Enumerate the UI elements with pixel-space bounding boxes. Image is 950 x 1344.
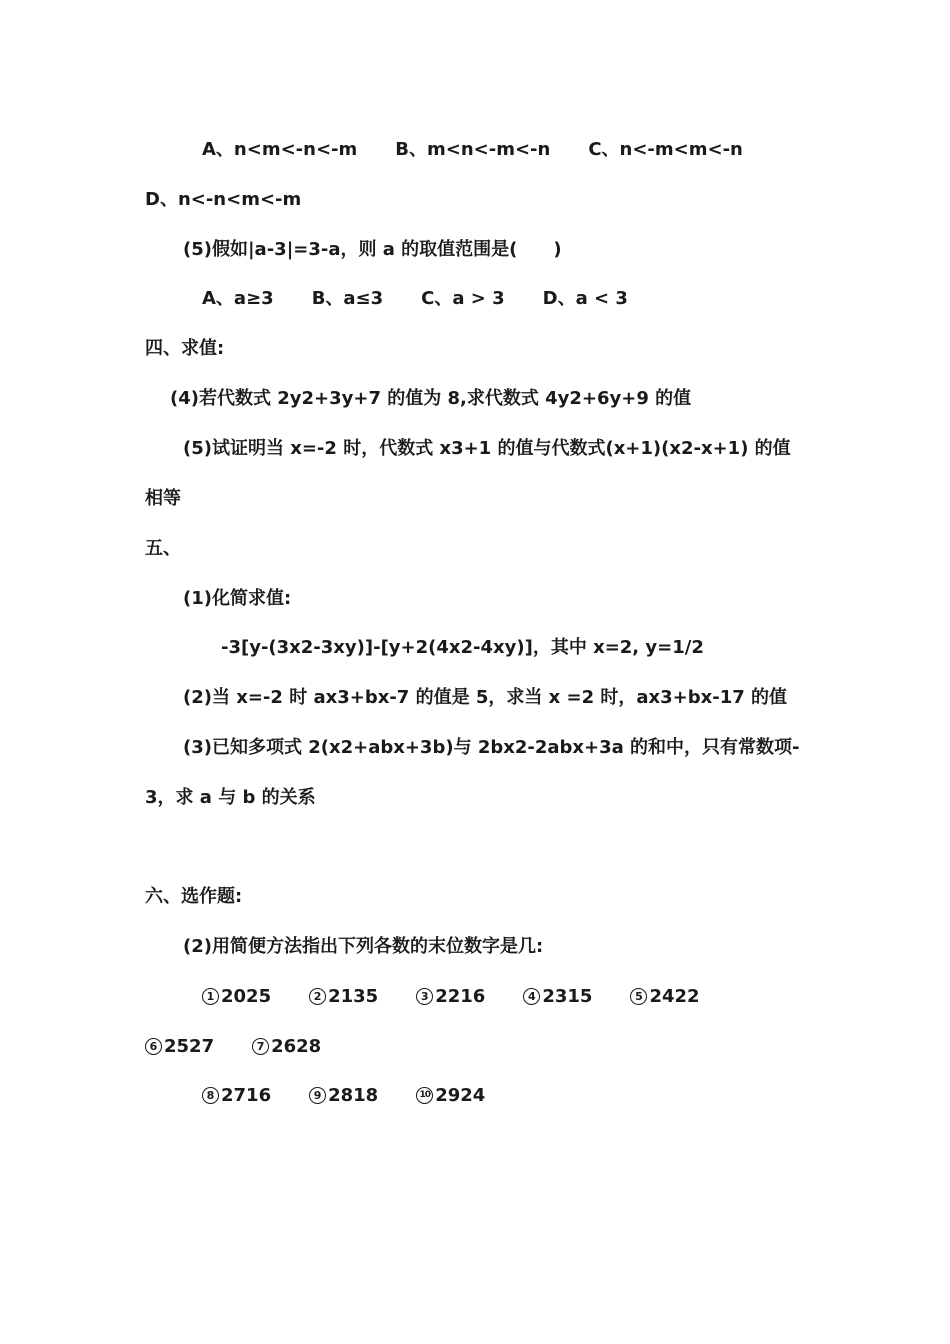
section6-q2: (2)用简便方法指出下列各数的末位数字是几: [183, 936, 544, 957]
circled-number-icon: 5 [630, 988, 647, 1005]
q5-option-d: D、a < 3 [542, 288, 628, 309]
section4-q5-line2: 相等 [145, 488, 181, 509]
q5-option-c: C、a > 3 [421, 288, 505, 309]
section5-q3-line1: (3)已知多项式 2(x2+abx+3b)与 2bx2-2abx+3a 的和中，只有常数项- [183, 737, 800, 758]
section4-heading: 四、求值: [145, 338, 225, 359]
circled-number-icon: 3 [416, 988, 433, 1005]
circled-number-icon: 10 [416, 1087, 433, 1104]
section5-heading: 五、 [145, 538, 181, 559]
q4-options-row2 [145, 188, 301, 212]
section4-q5-line1: (5)试证明当 x=-2 时，代数式 x3+1 的值与代数式(x+1)(x2-x+1) 的值 [183, 438, 791, 459]
q4-options-row1 [202, 138, 743, 162]
section5-q2: (2)当 x=-2 时 ax3+bx-7 的值是 5，求当 x =2 时，ax3+bx-17 的值 [183, 687, 788, 708]
circled-number-icon: 6 [145, 1038, 162, 1055]
section5-q1-title: (1)化简求值: [183, 588, 292, 609]
numbers-row2 [145, 1035, 321, 1059]
list-item: 2 2135 [309, 986, 378, 1007]
q5-option-b: B、a≤3 [311, 288, 384, 309]
section6-heading: 六、选作题: [145, 886, 243, 907]
circled-number-icon: 7 [252, 1038, 269, 1055]
numbers-row3 [202, 1084, 485, 1108]
list-item: 5 2422 [630, 986, 699, 1007]
list-item: 4 2315 [523, 986, 592, 1007]
list-item: 1 2025 [202, 986, 271, 1007]
option-d: D、n<-n<m<-m [145, 189, 302, 210]
list-item: 10 2924 [416, 1085, 485, 1106]
circled-number-icon: 9 [309, 1087, 326, 1104]
circled-number-icon: 2 [309, 988, 326, 1005]
section5-q1-expression: -3[y-(3x2-3xy)]-[y+2(4x2-4xy)]，其中 x=2, y=1/2 [221, 637, 704, 658]
list-item: 3 2216 [416, 986, 485, 1007]
circled-number-icon: 4 [523, 988, 540, 1005]
q5-question: (5)假如|a-3|=3-a，则 a 的取值范围是( ) [183, 239, 562, 260]
option-b: B、m<n<-m<-n [395, 139, 551, 160]
q5-option-a: A、a≥3 [202, 288, 274, 309]
q5-options [202, 287, 628, 311]
circled-number-icon: 8 [202, 1087, 219, 1104]
list-item: 6 2527 [145, 1036, 214, 1057]
option-c: C、n<-m<m<-n [588, 139, 743, 160]
list-item: 7 2628 [252, 1036, 321, 1057]
list-item: 9 2818 [309, 1085, 378, 1106]
numbers-row1 [202, 985, 700, 1009]
circled-number-icon: 1 [202, 988, 219, 1005]
list-item: 8 2716 [202, 1085, 271, 1106]
section5-q3-line2: 3，求 a 与 b 的关系 [145, 787, 316, 808]
option-a: A、n<m<-n<-m [202, 139, 358, 160]
section4-q4: (4)若代数式 2y2+3y+7 的值为 8,求代数式 4y2+6y+9 的值 [170, 388, 692, 409]
